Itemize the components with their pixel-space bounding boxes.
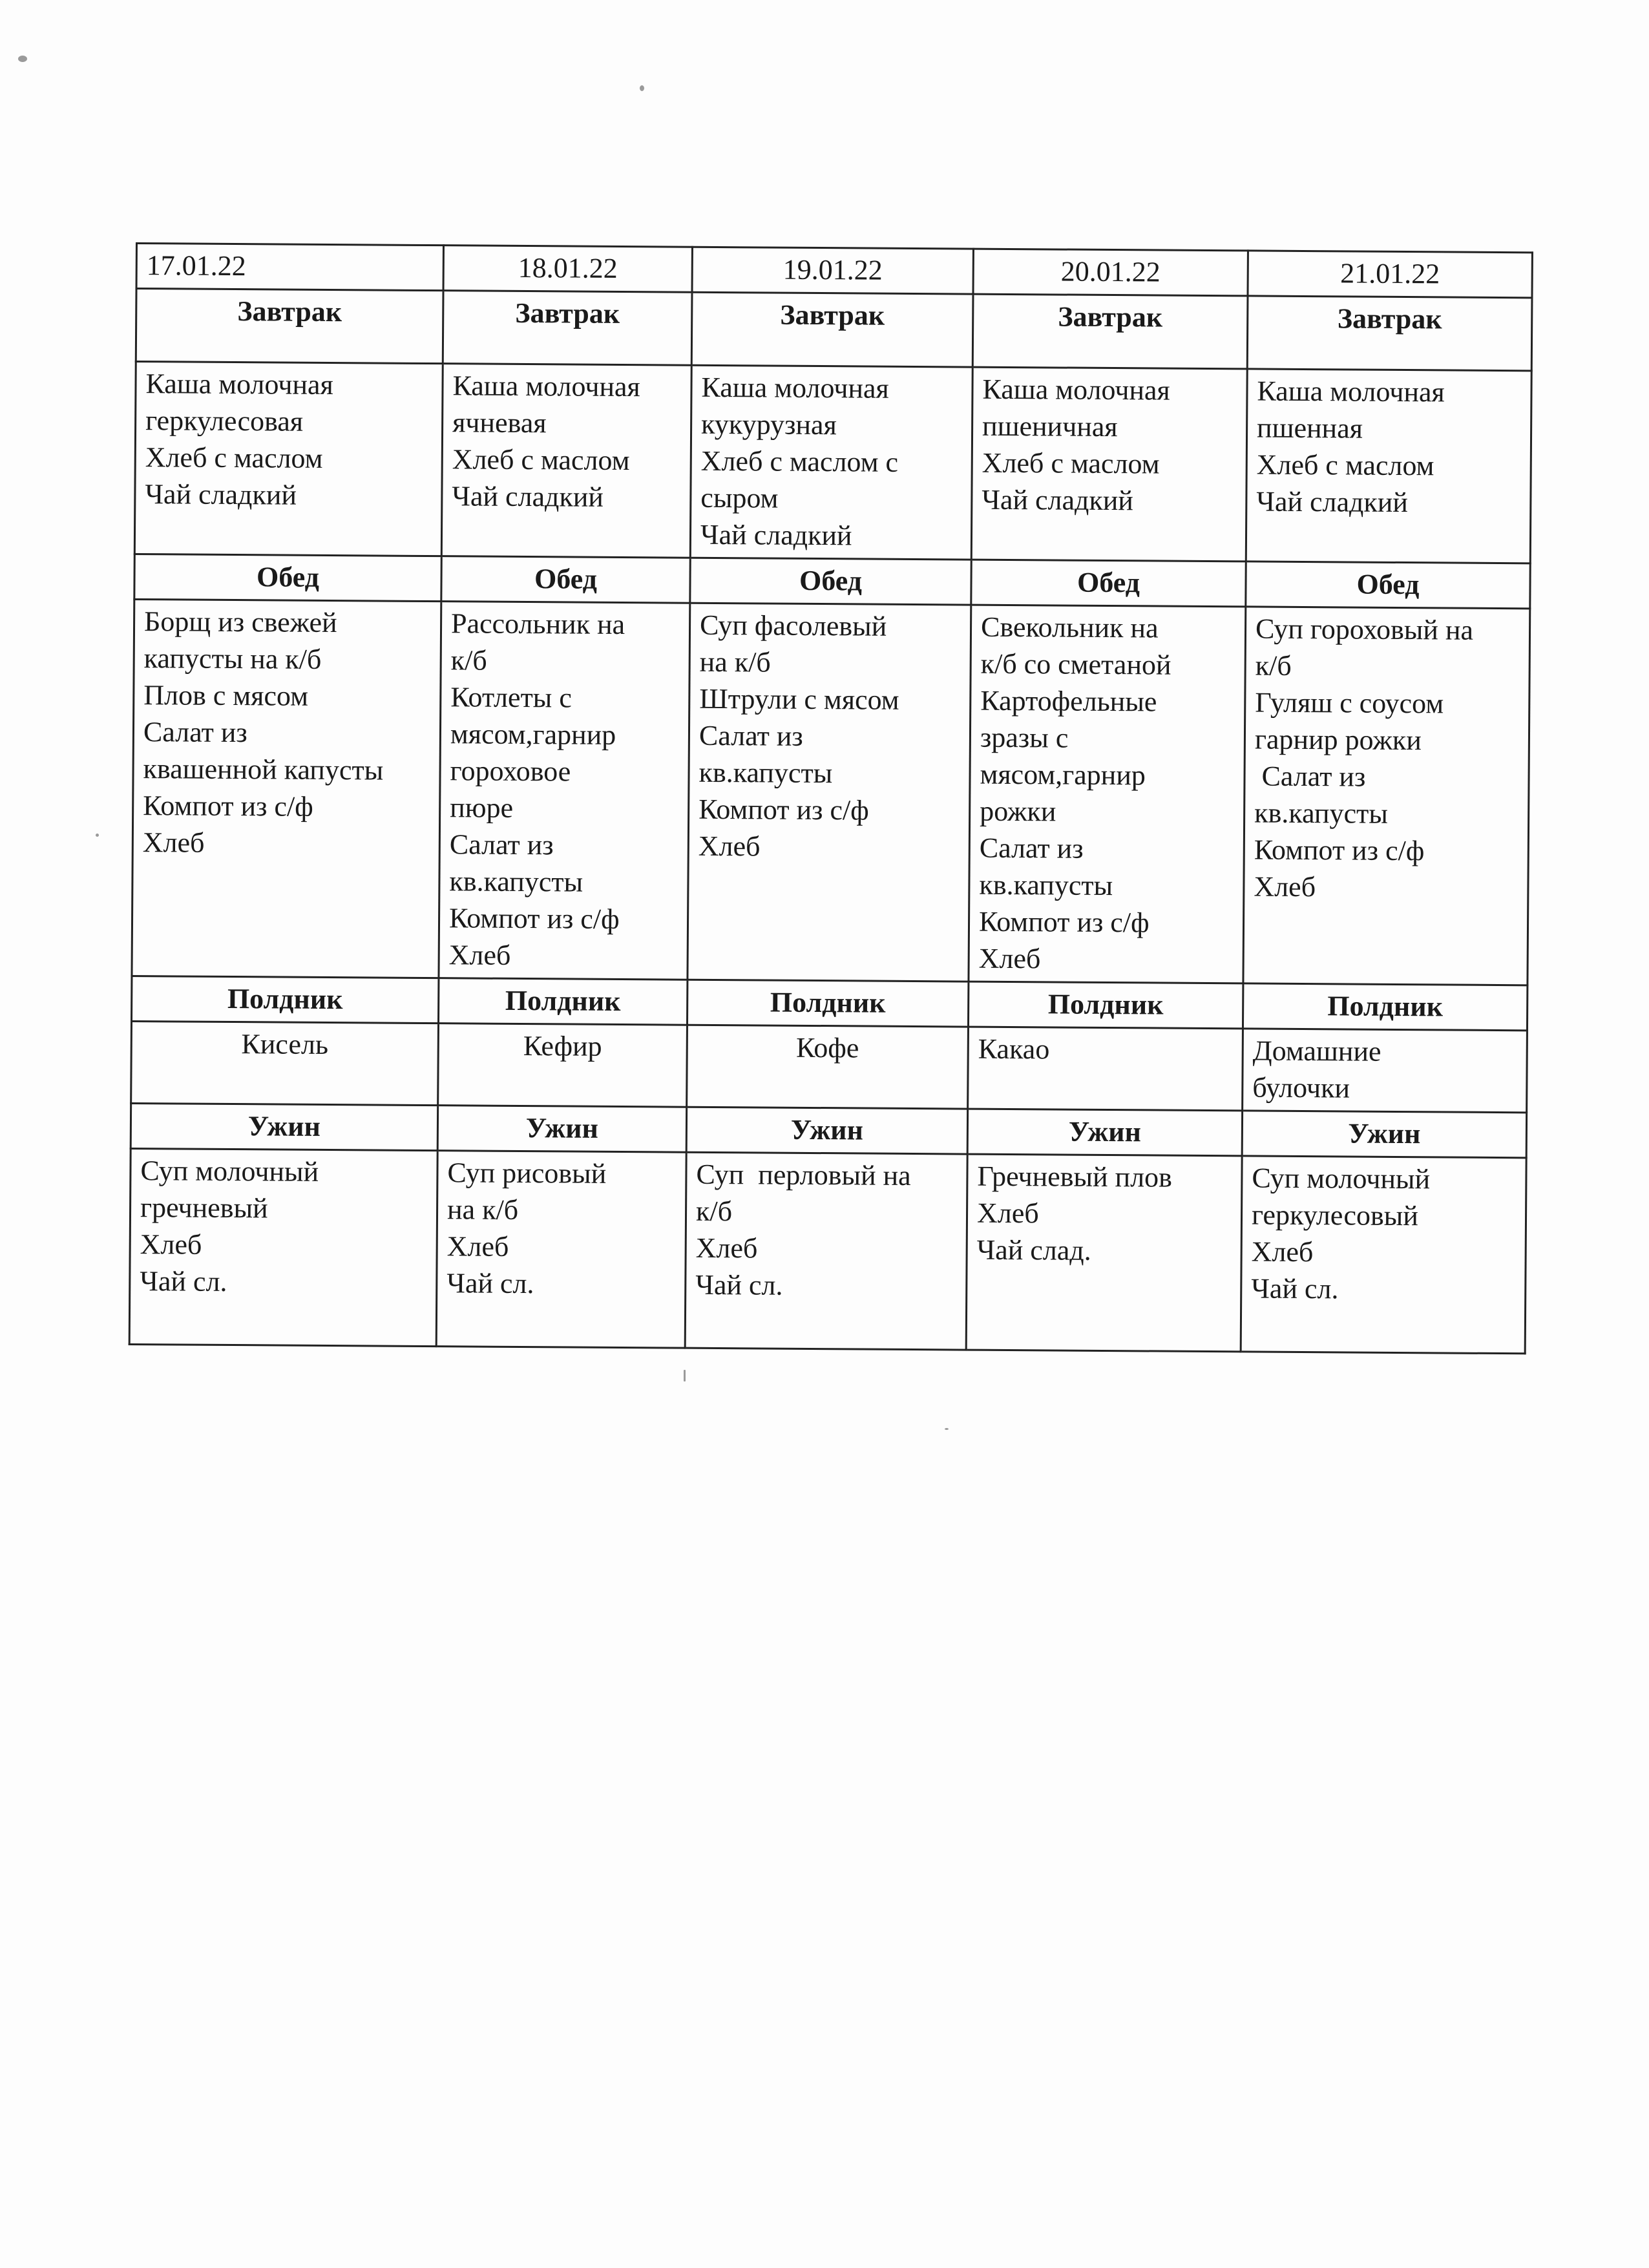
dish-line: Суп перловый на [696, 1158, 911, 1192]
dish-line: Хлеб [695, 1232, 758, 1265]
dish-line: Плов с мясом [143, 679, 309, 712]
lunch-dishes-cell [1243, 607, 1530, 985]
dish-line: Салат из [698, 719, 803, 752]
lunch-dishes-cell [688, 603, 971, 982]
lunch-dishes-cell [969, 605, 1246, 983]
meal-heading-dinner: Ужин [1242, 1111, 1526, 1158]
scan-speck [18, 56, 27, 62]
dish-line: пшеничная [982, 410, 1118, 443]
date-cell: 17.01.22 [136, 244, 443, 291]
snack-dishes-cell [687, 1025, 969, 1109]
dish-line: мясом,гарнир [450, 718, 616, 751]
dish-line: Суп молочный [1252, 1162, 1431, 1195]
dish-line: Каша молочная [701, 371, 889, 404]
dish-line: Компот из с/ф [1254, 834, 1425, 867]
dish-line: кв.капусты [1254, 797, 1389, 830]
meal-heading-lunch: Обед [441, 556, 690, 604]
dinner-dishes-cell [966, 1154, 1242, 1352]
dish-line: кв.капусты [449, 865, 583, 898]
dish-line: Каша молочная [982, 373, 1170, 406]
dinner-dishes-cell [129, 1148, 437, 1346]
meal-heading-breakfast: Завтрак [691, 292, 973, 367]
dish-line: ячневая [452, 406, 547, 439]
lunch-dishes-cell [439, 602, 690, 980]
dish-line: кукурузная [700, 408, 837, 441]
dish-line: Суп рисовый [447, 1157, 607, 1190]
snack-dishes-cell [1243, 1029, 1528, 1113]
dish-line: Чай сладкий [145, 478, 297, 511]
dish-line: Каша молочная [452, 370, 640, 403]
dish-line: Чай сладкий [700, 518, 852, 552]
meal-heading-snack: Полдник [438, 978, 687, 1025]
breakfast-dishes-cell [690, 365, 972, 560]
dish-line: Салат из [979, 832, 1084, 865]
dish-line: зразы с [980, 721, 1069, 754]
scan-speck [684, 1370, 686, 1381]
snack-dishes-cell [968, 1027, 1243, 1111]
dish-line: Компот из с/ф [698, 793, 869, 826]
dish-line: Чай сладкий [982, 483, 1134, 517]
dish-line: Штрули с мясом [699, 682, 899, 716]
meal-heading-lunch: Обед [971, 560, 1246, 607]
meal-heading-lunch: Обед [134, 554, 441, 601]
dish-line: Компот из с/ф [143, 790, 313, 823]
dinner-dishes-cell [1241, 1156, 1526, 1354]
dish-line: Хлеб [1251, 1235, 1314, 1268]
dish-line: Хлеб [976, 1197, 1039, 1230]
dish-line: Хлеб [698, 830, 761, 863]
dish-line: гороховое [450, 755, 571, 788]
dish-line: Чай сл. [695, 1268, 783, 1301]
dish-line: Какао [978, 1033, 1050, 1066]
lunch-dishes-row [132, 599, 1530, 985]
dish-line: пюре [450, 792, 514, 824]
scan-speck [945, 1428, 949, 1430]
date-cell: 18.01.22 [443, 246, 692, 293]
dish-line: Чай сл. [140, 1265, 227, 1297]
dish-line: мясом,гарнир [980, 758, 1146, 792]
dish-line: Гуляш с соусом [1255, 686, 1444, 720]
dish-line: Салат из [449, 828, 554, 861]
scan-speck [96, 834, 99, 837]
dish-line: Каша молочная [145, 368, 333, 401]
dish-line: Суп фасолевый [699, 609, 887, 642]
breakfast-dishes-cell [971, 367, 1247, 562]
dish-line: Хлеб [140, 1228, 202, 1261]
dish-line: Чай слад. [976, 1234, 1091, 1266]
dish-line: Суп молочный [140, 1155, 319, 1188]
dish-line: Салат из [1254, 760, 1366, 793]
dish-line: Хлеб с маслом с [700, 445, 899, 478]
dish-line: к/б со сметаной [980, 647, 1171, 681]
dish-line: пшенная [1256, 412, 1363, 445]
meal-heading-snack: Полдник [1243, 983, 1527, 1031]
meal-heading-breakfast: Завтрак [443, 291, 692, 366]
breakfast-header-row [136, 289, 1532, 371]
dish-line: Каша молочная [1257, 375, 1445, 408]
dish-line: рожки [980, 795, 1056, 828]
breakfast-dishes-cell [1246, 369, 1531, 563]
dish-line: Суп гороховый на [1255, 613, 1474, 646]
dish-line: Хлеб с маслом [452, 443, 630, 477]
scan-speck [640, 85, 644, 91]
date-cell: 20.01.22 [973, 249, 1248, 296]
dish-line: Хлеб [1254, 870, 1316, 903]
dish-line: Хлеб [978, 942, 1041, 975]
dinner-dishes-cell [436, 1151, 686, 1349]
dish-line: Хлеб [142, 826, 205, 859]
dish-line: к/б [1255, 649, 1292, 682]
meal-heading-dinner: Ужин [437, 1106, 686, 1153]
meal-heading-dinner: Ужин [686, 1107, 967, 1154]
date-cell: 21.01.22 [1248, 251, 1532, 298]
meal-heading-breakfast: Завтрак [972, 294, 1248, 369]
meal-heading-dinner: Ужин [967, 1109, 1242, 1156]
dish-line: Кисель [241, 1028, 329, 1061]
dish-line: Чай сл. [446, 1267, 534, 1300]
dish-line: Картофельные [980, 684, 1157, 718]
meal-heading-lunch: Обед [1246, 562, 1530, 609]
date-cell: 19.01.22 [692, 247, 973, 294]
dish-line: Хлеб [446, 1230, 509, 1263]
breakfast-dishes-cell [134, 362, 443, 556]
dish-line: геркулесовая [145, 404, 304, 437]
dish-line: Гречневый плов [977, 1160, 1173, 1193]
dish-line: булочки [1252, 1071, 1350, 1104]
dish-line: Котлеты с [450, 681, 572, 714]
meal-heading-lunch: Обед [690, 558, 971, 605]
breakfast-dishes-cell [441, 364, 691, 558]
meal-heading-dinner: Ужин [131, 1103, 437, 1150]
dish-line: Салат из [143, 716, 247, 749]
dish-line: Свекольник на [980, 611, 1159, 644]
dish-line: капусты на к/б [143, 642, 322, 675]
dish-line: Чай сладкий [1256, 485, 1409, 519]
dish-line: Борщ из свежей [143, 605, 337, 639]
dish-line: квашенной капусты [143, 753, 384, 786]
snack-dishes-cell [438, 1024, 688, 1108]
meal-heading-snack: Полдник [132, 976, 439, 1023]
dish-line: гарнир рожки [1254, 723, 1422, 757]
dish-line: гречневый [140, 1192, 268, 1224]
dish-line: Компот из с/ф [978, 905, 1150, 939]
dish-line: Домашние [1252, 1034, 1381, 1067]
dish-line: Рассольник на [450, 607, 625, 641]
dish-line: геркулесовый [1251, 1199, 1419, 1232]
dish-line: Хлеб [448, 939, 511, 971]
dish-line: к/б [450, 644, 487, 677]
snack-dishes-cell [131, 1021, 439, 1105]
breakfast-dishes-row [134, 362, 1531, 563]
dish-line: Хлеб с маслом [1256, 448, 1434, 482]
meal-heading-breakfast: Завтрак [1247, 296, 1532, 371]
dish-line: Чай сл. [1251, 1272, 1339, 1305]
meal-heading-snack: Полдник [968, 982, 1243, 1029]
dish-line: кв.капусты [698, 756, 833, 790]
dish-line: кв.капусты [979, 868, 1113, 902]
dish-line: Кофе [795, 1031, 859, 1064]
dish-line: сыром [700, 481, 779, 514]
dish-line: на к/б [699, 646, 771, 678]
weekly-menu-table [129, 242, 1533, 1354]
dish-line: Хлеб с маслом [982, 446, 1160, 480]
dinner-dishes-row [129, 1148, 1526, 1353]
lunch-dishes-cell [132, 599, 441, 978]
dish-line: на к/б [446, 1193, 519, 1226]
dish-line: Компот из с/ф [448, 902, 620, 935]
meal-heading-snack: Полдник [687, 980, 968, 1027]
dish-line: Хлеб с маслом [145, 441, 323, 474]
meal-heading-breakfast: Завтрак [136, 289, 443, 364]
dinner-dishes-cell [685, 1152, 967, 1350]
dish-line: Кефир [523, 1030, 602, 1062]
snack-dishes-row [131, 1021, 1528, 1112]
dish-line: к/б [695, 1195, 733, 1228]
dish-line: Чай сладкий [452, 480, 604, 513]
